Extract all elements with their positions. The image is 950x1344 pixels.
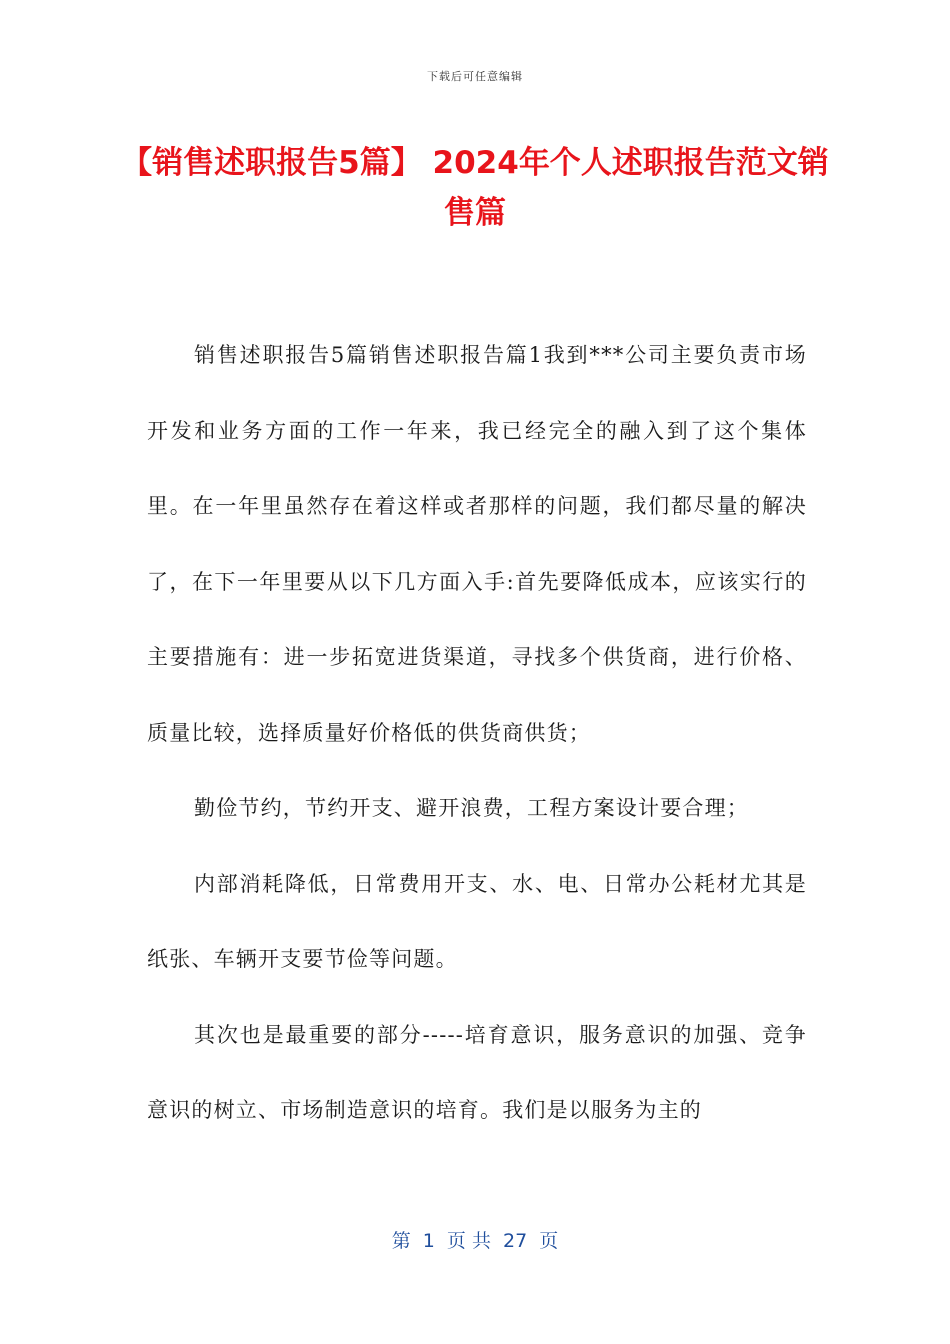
paragraph: 勤俭节约，节约开支、避开浪费，工程方案设计要合理；: [194, 796, 749, 820]
header-note: 下载后可任意编辑: [427, 70, 523, 83]
paragraph: 内部消耗降低，日常费用开支、水、电、日常办公耗材尤其是纸张、车辆开支要节俭等问题。: [147, 871, 807, 971]
document-title: 【销售述职报告5篇】 2024年个人述职报告范文销售篇: [121, 145, 829, 231]
paragraph: 销售述职报告5篇销售述职报告篇1我到***公司主要负责市场开发和业务方面的工作一年来，我已经完全的融入到了这个集体里。在一年里虽然存在着这样或者那样的问题，我们都尽量的解决了，在下一年里要从以下几方面入手:首先要降低成本，应该实行的主要措施有：进一步拓宽进货渠道，寻找多个供货商，进行价格、质量比较，选择质量好价格低的供货商供货；: [147, 343, 807, 745]
document-body: [147, 318, 807, 1149]
paragraph: 其次也是最重要的部分-----培育意识，服务意识的加强、竞争意识的树立、市场制造意识的培育。我们是以服务为主的: [147, 1022, 807, 1122]
page-number-footer: 第 1 页 共 27 页: [391, 1230, 559, 1252]
